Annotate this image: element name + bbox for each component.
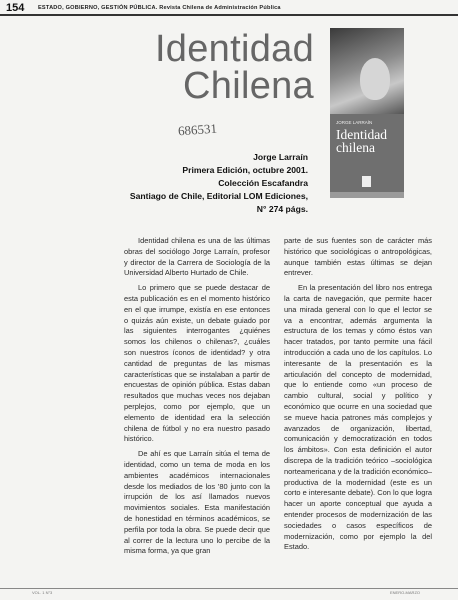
cover-footer-band (330, 192, 404, 198)
inventory-mark: 686531 (177, 120, 218, 139)
footer-right: ENERO-MARZO (390, 590, 420, 595)
left-paragraph-2: Lo primero que se puede destacar de esta publicación es en el momento histórico en el que irrumpe, existía en ese entonces o quizás aún existe, un debate guiado por las siguientes interrogantes ¿quiénes somos los chilenos o chilenas?, ¿cuáles son nuestros íconos de identidad? y otra cantidad de preguntas de las mismas características que se instalaban a partir de encuestas de opinión pública. Estas daban resultados que muchas veces nos dejaban perplejos, como por ejemplo, que un elemento de identidad era la selección chilena de fútbol y no era nuestro pasado histórico. (124, 283, 270, 444)
header-rule (0, 14, 458, 16)
book-publisher: Santiago de Chile, Editorial LOM Ediciones, (129, 191, 308, 201)
book-author: Jorge Larraín (253, 152, 308, 162)
left-column (124, 236, 270, 557)
footer-left: VOL. 1 N°3 (32, 590, 53, 595)
cover-title: Identidad chilena (336, 127, 387, 155)
right-column (284, 236, 432, 553)
right-paragraph-1: parte de sus fuentes son de carácter más histórico que sociológicas o antropológicas, aunque también estas últimas se dejan entrever. (284, 236, 432, 278)
book-edition: Primera Edición, octubre 2001. (182, 165, 308, 175)
right-paragraph-2: En la presentación del libro nos entrega la carta de navegación, que permite hacer una mirada general con lo que el lector se va a encontrar, además argumenta la estructura de los temas y cómo éstos van hacer tratados, por tanto permite una fácil introducción a cada uno de los capítulos. Lo interesante de la presentación es la articulación del concepto de modernidad, que lo entiende como «un proceso de cambio cultural, social y político y económico que ocurre en una sociedad que se mueve hacia patrones más complejos y avanzados de organización, libertad, comunicación y democratización en todos los ámbitos». Con esta definición el autor discrepa de la tradición teórico –sociológica norteamericana y de la tradición económico– productiva de la modernidad (este es un corto e interesante debate). Con lo que logra hacer un aporte conceptual que ayuda a entender procesos de modernización de las sociedades o casos específicos de modernización, como por ejemplo la del Estado. (284, 283, 433, 552)
book-cover-image (330, 28, 404, 198)
footer-rule (0, 588, 458, 589)
review-title-line2: Chilena (183, 65, 314, 107)
left-paragraph-1: Identidad chilena es una de las últimas obras del sociólogo Jorge Larraín, profesor y director de la Carrera de Sociología de la Universidad Alberto Hurtado de Chile. (124, 236, 270, 278)
running-title: ESTADO, GOBIERNO, GESTIÓN PÚBLICA. Revista Chilena de Administración Pública (38, 5, 281, 11)
page-number: 154 (6, 2, 25, 14)
cover-author: JORGE LARRAÍN (336, 120, 373, 125)
left-paragraph-3: De ahí es que Larraín sitúa el tema de identidad, como un tema de moda en los ambientes académicos internacionales desde los mediados de los '80 junto con la irrupción de los así llamados nuevos movimientos sociales. Esta manifestación de honestidad en términos académicos, se perfila por toda la obra. Se puede decir que al correr de la lectura uno lo percibe de la misma forma, ya que gran (124, 449, 270, 556)
book-collection: Colección Escafandra (218, 178, 308, 188)
cover-face (360, 58, 390, 100)
review-title-line1: Identidad (154, 28, 314, 70)
book-pages: N° 274 págs. (256, 204, 308, 214)
publisher-logo-icon (362, 176, 371, 187)
